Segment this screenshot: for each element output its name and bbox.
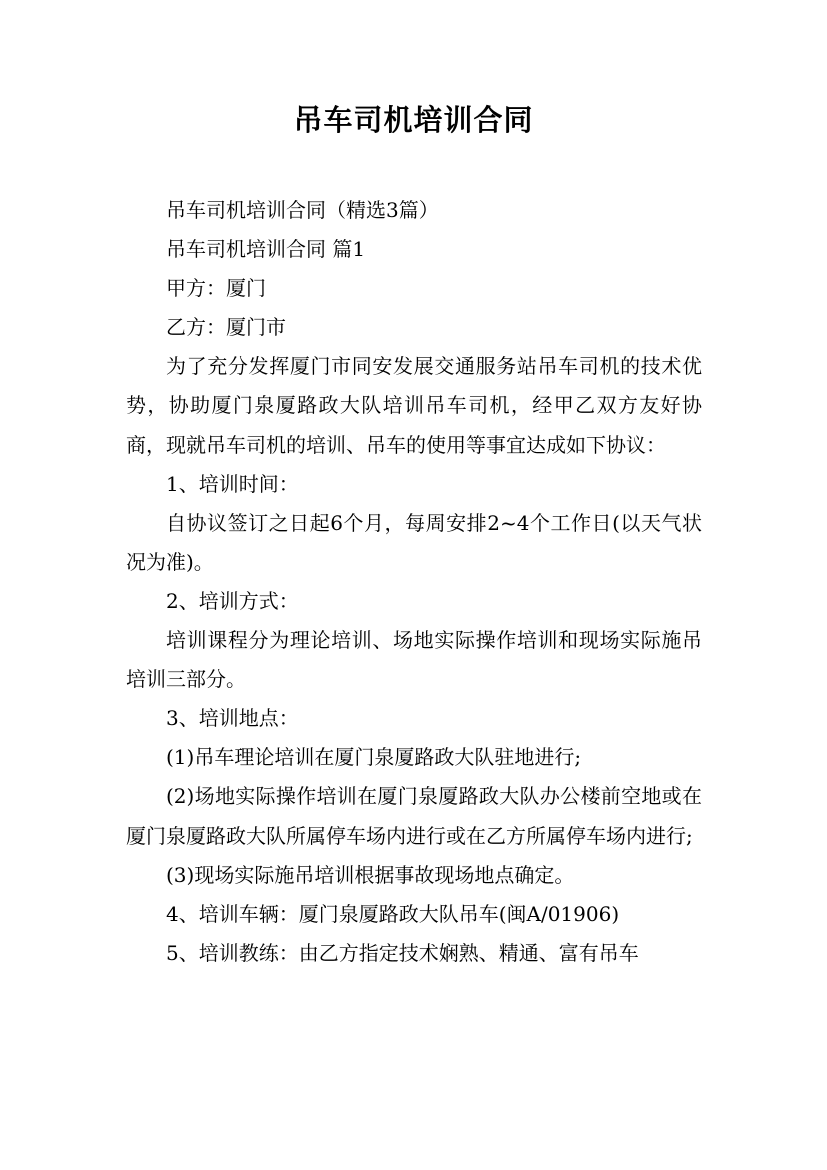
paragraph: (2)场地实际操作培训在厦门泉厦路政大队办公楼前空地或在厦门泉厦路政大队所属停车场内进行或在乙方所属停车场内进行; <box>126 784 702 848</box>
paragraph: 培训课程分为理论培训、场地实际操作培训和现场实际施吊培训三部分。 <box>126 628 702 692</box>
paragraph: 1、培训时间： <box>166 471 299 496</box>
paragraph: (3)现场实际施吊培训根据事故现场地点确定。 <box>166 862 575 887</box>
paragraph: (1)吊车理论培训在厦门泉厦路政大队驻地进行; <box>166 745 582 770</box>
document-title: 吊车司机培训合同 <box>293 103 534 137</box>
paragraph: 自协议签订之日起6个月，每周安排2~4个工作日(以天气状况为准)。 <box>126 510 702 574</box>
paragraph: 吊车司机培训合同（精选3篇） <box>166 198 439 222</box>
paragraph: 乙方：厦门市 <box>166 315 286 340</box>
paragraph: 5、培训教练：由乙方指定技术娴熟、精通、富有吊车 <box>166 940 639 965</box>
paragraph: 4、培训车辆：厦门泉厦路政大队吊车(闽A/01906) <box>166 901 620 926</box>
paragraph: 甲方：厦门 <box>166 276 266 301</box>
paragraph: 2、培训方式： <box>166 588 299 613</box>
paragraph: 3、培训地点： <box>166 706 299 731</box>
paragraph: 吊车司机培训合同 篇1 <box>166 237 366 262</box>
paragraph: 为了充分发挥厦门市同安发展交通服务站吊车司机的技术优势，协助厦门泉厦路政大队培训吊车司机，经甲乙双方友好协商，现就吊车司机的培训、吊车的使用等事宜达成如下协议： <box>126 354 702 457</box>
document-body <box>126 191 702 973</box>
